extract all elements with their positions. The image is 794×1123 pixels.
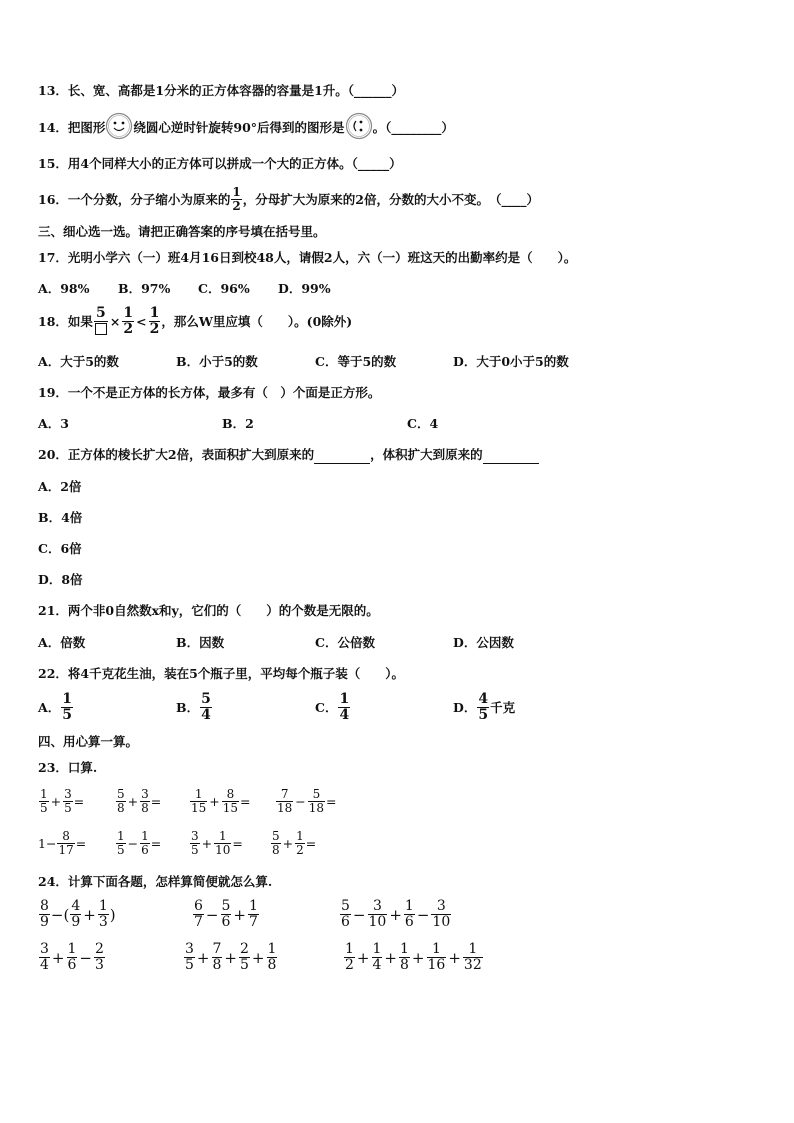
q18-fraction-3 — [149, 306, 161, 337]
calc-expression-2 — [192, 899, 260, 930]
numerator: 5 — [221, 898, 231, 914]
fraction — [340, 899, 351, 930]
operator: − — [205, 905, 219, 924]
denominator: 8 — [272, 843, 280, 857]
denominator: 6 — [221, 914, 231, 930]
q20-option-a: A．2倍 — [38, 479, 82, 494]
q20-option-c: C．6倍 — [38, 541, 82, 556]
q22-option-a — [38, 692, 74, 723]
denominator: 18 — [308, 801, 325, 815]
denominator: 8 — [141, 801, 149, 815]
q18-fraction-2 — [122, 306, 134, 337]
numerator: 1 — [117, 829, 125, 843]
fraction-2 — [63, 788, 73, 815]
numerator: 1 — [194, 787, 203, 801]
denominator: 16 — [427, 957, 446, 973]
denominator: 4 — [372, 957, 382, 973]
denominator: 8 — [117, 801, 125, 815]
q19-option-b: B．2 — [222, 416, 254, 431]
q17-option-b: B．97% — [118, 281, 171, 296]
fraction-2 — [222, 788, 239, 815]
fraction — [267, 942, 278, 973]
numerator: 3 — [141, 787, 149, 801]
denominator: 4 — [201, 707, 211, 723]
fraction — [463, 942, 483, 973]
mental-math-item — [115, 788, 161, 815]
operator: + — [50, 793, 62, 809]
fraction-1 — [190, 788, 207, 815]
numerator: 2 — [240, 941, 249, 957]
numerator: 1 — [98, 898, 108, 914]
operator: + — [233, 905, 246, 924]
operator: + — [209, 793, 220, 809]
operator: + — [127, 793, 139, 809]
operator: + — [83, 905, 96, 924]
numerator: 1 — [123, 305, 134, 321]
option-label: C． — [315, 699, 338, 715]
section-4-heading: 四、用心算一算。 — [38, 734, 139, 749]
q18-text-a: 18．如果 — [38, 313, 93, 329]
fraction-2 — [140, 788, 150, 815]
numerator: 7 — [212, 941, 222, 957]
operator: + — [356, 948, 370, 967]
option-label: B． — [176, 699, 200, 715]
numerator: 1 — [218, 829, 227, 843]
numerator: 1 — [400, 941, 409, 957]
option-fraction — [477, 692, 489, 723]
denominator: 4 — [40, 957, 49, 973]
prefix: 1− — [38, 835, 57, 851]
q18-option-a: A．大于5的数 — [38, 354, 119, 369]
q21-option-a: A．倍数 — [38, 635, 86, 650]
q18-text-b: ，那么W里应填（ ）。(0除外) — [161, 313, 353, 329]
fraction — [399, 942, 410, 973]
denominator: 6 — [141, 843, 149, 857]
q20-option-d: D．8倍 — [38, 572, 83, 587]
denominator: 8 — [267, 957, 277, 973]
denominator: 10 — [432, 914, 451, 930]
calc-expression-3 — [339, 899, 452, 930]
fraction-2 — [308, 788, 325, 815]
fraction — [239, 942, 250, 973]
fraction — [94, 942, 105, 973]
q21-option-c: C．公倍数 — [315, 635, 375, 650]
numerator: 8 — [62, 829, 70, 843]
question-20 — [38, 447, 539, 464]
fraction — [70, 899, 81, 930]
fraction-1 — [116, 788, 126, 815]
q17-option-c: C．96% — [198, 281, 250, 296]
question-23: 23．口算. — [38, 760, 98, 775]
fraction-2 — [214, 830, 231, 857]
q20-text-b: ，体积扩大到原来的 — [370, 447, 483, 462]
numerator: 4 — [71, 898, 81, 914]
q18-option-c: C．等于5的数 — [315, 354, 397, 369]
denominator: 8 — [212, 957, 222, 973]
numerator: 5 — [312, 787, 321, 801]
fraction — [372, 942, 383, 973]
mental-math-item — [189, 830, 243, 857]
denominator: 6 — [404, 914, 414, 930]
operator: + — [411, 948, 425, 967]
question-17: 17．光明小学六（一）班4月16日到校48人，请假2人，六（一）班这天的出勤率约是（ ）。 — [38, 250, 577, 265]
denominator: 32 — [463, 957, 482, 973]
operator: ) — [109, 905, 116, 924]
question-14 — [38, 114, 454, 142]
denominator: 2 — [149, 321, 160, 337]
mental-math-item — [270, 830, 316, 857]
fraction — [39, 899, 50, 930]
times-sign: × — [109, 313, 121, 329]
answer-blank[interactable] — [314, 447, 370, 464]
equals-sign: = — [75, 835, 87, 851]
option-fraction — [200, 692, 212, 723]
option-fraction — [61, 692, 73, 723]
denominator: 5 — [40, 801, 48, 815]
operator: −( — [50, 905, 70, 924]
numerator: 5 — [201, 691, 211, 707]
mental-math-item — [275, 788, 337, 815]
operator: − — [416, 905, 430, 924]
q19-option-c: C．4 — [407, 416, 439, 431]
denominator: 3 — [98, 914, 108, 930]
q22-option-d — [453, 692, 515, 723]
denominator: 8 — [400, 957, 409, 973]
question-13: 13．长、宽、高都是1分米的正方体容器的容量是1升。（______） — [38, 83, 405, 98]
numerator: 1 — [345, 941, 354, 957]
numerator: 7 — [280, 787, 289, 801]
calc-expression-4 — [38, 942, 106, 973]
fraction — [193, 899, 204, 930]
question-16 — [38, 186, 539, 213]
q20-option-b: B．4倍 — [38, 510, 83, 525]
operator: + — [448, 948, 461, 967]
q14-text-a: 14．把图形 — [38, 120, 106, 135]
denominator: 5 — [185, 957, 194, 973]
denominator: 15 — [222, 801, 239, 815]
q21-option-b: B．因数 — [176, 635, 225, 650]
fraction-2 — [57, 830, 74, 857]
question-22: 22．将4千克花生油，装在5个瓶子里，平均每个瓶子装（ ）。 — [38, 666, 405, 681]
numerator: 3 — [191, 829, 199, 843]
numerator: 3 — [40, 941, 49, 957]
fraction-1 — [39, 788, 49, 815]
numerator: 1 — [149, 305, 160, 321]
numerator: 5 — [272, 829, 280, 843]
numerator: 1 — [267, 941, 277, 957]
denominator: 2 — [345, 957, 354, 973]
numerator: 6 — [194, 898, 203, 914]
fraction — [98, 899, 109, 930]
numerator: 3 — [64, 787, 72, 801]
numerator: 8 — [226, 787, 235, 801]
numerator: 4 — [478, 691, 489, 707]
option-unit: 千克 — [490, 699, 516, 715]
operator: + — [201, 835, 213, 851]
numerator: 8 — [40, 898, 49, 914]
operator: + — [389, 905, 402, 924]
q17-option-d: D．99% — [278, 281, 331, 296]
denominator: 2 — [296, 843, 304, 857]
fraction — [431, 899, 451, 930]
q14-text-b: 绕圆心逆时针旋转90°后得到的图形是 — [133, 120, 345, 135]
mental-math-item — [189, 788, 251, 815]
denominator: 17 — [58, 843, 74, 857]
q16-text-a: 16．一个分数，分子缩小为原来的 — [38, 191, 231, 207]
denominator: 15 — [191, 801, 207, 815]
denominator: 6 — [341, 914, 350, 930]
numerator: 1 — [372, 941, 382, 957]
denominator: 10 — [368, 914, 387, 930]
question-18 — [38, 306, 352, 337]
numerator: 5 — [96, 305, 106, 321]
operator: + — [384, 948, 397, 967]
q16-fraction — [231, 186, 241, 213]
numerator: 3 — [372, 898, 382, 914]
option-fraction — [338, 692, 350, 723]
option-label: D． — [453, 699, 477, 715]
section-3-heading: 三、细心选一选。请把正确答案的序号填在括号里。 — [38, 224, 326, 239]
operator: − — [352, 905, 366, 924]
denominator: 2 — [232, 199, 241, 213]
fraction — [221, 899, 232, 930]
q16-text-b: ，分母扩大为原来的2倍，分数的大小不变。 （____） — [242, 191, 539, 207]
q18-option-d: D．大于0小于5的数 — [453, 354, 569, 369]
numerator: 1 — [404, 898, 414, 914]
fraction — [248, 899, 259, 930]
smiley-face-icon — [105, 112, 133, 144]
numerator: 1 — [62, 691, 72, 707]
q21-option-d: D．公因数 — [453, 635, 514, 650]
equals-sign: = — [150, 793, 162, 809]
numerator: 5 — [117, 787, 125, 801]
q22-option-b — [176, 692, 213, 723]
fraction-1 — [190, 830, 200, 857]
denominator: 7 — [194, 914, 203, 930]
question-21: 21．两个非0自然数x和y，它们的（ ）的个数是无限的。 — [38, 603, 379, 618]
operator: − — [295, 793, 306, 809]
mental-math-item — [38, 788, 84, 815]
equals-sign: = — [73, 793, 85, 809]
equals-sign: = — [232, 835, 243, 851]
denominator: 6 — [67, 957, 77, 973]
fraction — [184, 942, 195, 973]
denominator: 5 — [117, 843, 125, 857]
numerator: 5 — [341, 898, 350, 914]
fraction-2 — [140, 830, 150, 857]
fraction-1 — [116, 830, 126, 857]
denominator: 7 — [249, 914, 258, 930]
fraction-1 — [276, 788, 293, 815]
equals-sign: = — [150, 835, 162, 851]
q18-option-b: B．小于5的数 — [176, 354, 258, 369]
operator: + — [196, 948, 210, 967]
fraction — [404, 899, 415, 930]
numerator: 3 — [185, 941, 194, 957]
mental-math-item — [115, 830, 161, 857]
numerator: 1 — [232, 185, 241, 199]
denominator: 4 — [339, 707, 350, 723]
operator: + — [51, 948, 65, 967]
equals-sign: = — [240, 793, 251, 809]
numerator: 1 — [249, 898, 258, 914]
fraction-2 — [295, 830, 305, 857]
denominator: 10 — [215, 843, 231, 857]
denominator: 18 — [277, 801, 293, 815]
fraction — [39, 942, 50, 973]
denominator: 5 — [240, 957, 249, 973]
numerator: 1 — [40, 787, 48, 801]
fraction-1 — [271, 830, 281, 857]
numerator: 1 — [67, 941, 77, 957]
operator: + — [224, 948, 237, 967]
operator: + — [251, 948, 265, 967]
calc-expression-5 — [183, 942, 278, 973]
numerator: 1 — [431, 941, 441, 957]
numerator: 2 — [95, 941, 104, 957]
q20-text-a: 20．正方体的棱长扩大2倍，表面积扩大到原来的 — [38, 447, 315, 462]
fraction — [427, 942, 447, 973]
q18-fraction-1 — [94, 306, 108, 337]
denominator: 5 — [62, 707, 72, 723]
numerator: 3 — [436, 898, 446, 914]
operator: − — [127, 835, 139, 851]
numerator: 1 — [141, 829, 149, 843]
question-19: 19．一个不是正方体的长方体，最多有（ ）个面是正方形。 — [38, 385, 381, 400]
calc-expression-6 — [343, 942, 484, 973]
mental-math-item — [38, 830, 86, 857]
rotated-smiley-icon — [345, 112, 373, 144]
numerator: 1 — [339, 691, 350, 707]
denominator: 5 — [478, 707, 489, 723]
fraction — [344, 942, 355, 973]
q19-option-a: A．3 — [38, 416, 69, 431]
fraction — [368, 899, 388, 930]
fraction — [212, 942, 223, 973]
option-label: A． — [38, 699, 61, 715]
numerator: 1 — [468, 941, 478, 957]
less-than-sign: < — [136, 313, 147, 329]
q14-text-c: 。（________） — [372, 120, 454, 135]
denominator: 5 — [191, 843, 199, 857]
answer-blank[interactable] — [483, 447, 539, 464]
q22-option-c — [315, 692, 351, 723]
operator: + — [282, 835, 294, 851]
question-24: 24．计算下面各题，怎样算简便就怎么算. — [38, 874, 273, 889]
denominator: 2 — [123, 321, 134, 337]
denominator-box — [94, 321, 108, 337]
denominator: 9 — [40, 914, 49, 930]
equals-sign: = — [326, 793, 337, 809]
operator: − — [79, 948, 92, 967]
q17-option-a: A．98% — [38, 281, 90, 296]
denominator: 9 — [71, 914, 81, 930]
denominator: 3 — [95, 957, 104, 973]
numerator: 1 — [296, 829, 304, 843]
question-15: 15．用4个同样大小的正方体可以拼成一个大的正方体。（_____） — [38, 156, 402, 171]
denominator: 5 — [64, 801, 72, 815]
calc-expression-1 — [38, 899, 116, 930]
fraction — [67, 942, 78, 973]
equals-sign: = — [305, 835, 317, 851]
